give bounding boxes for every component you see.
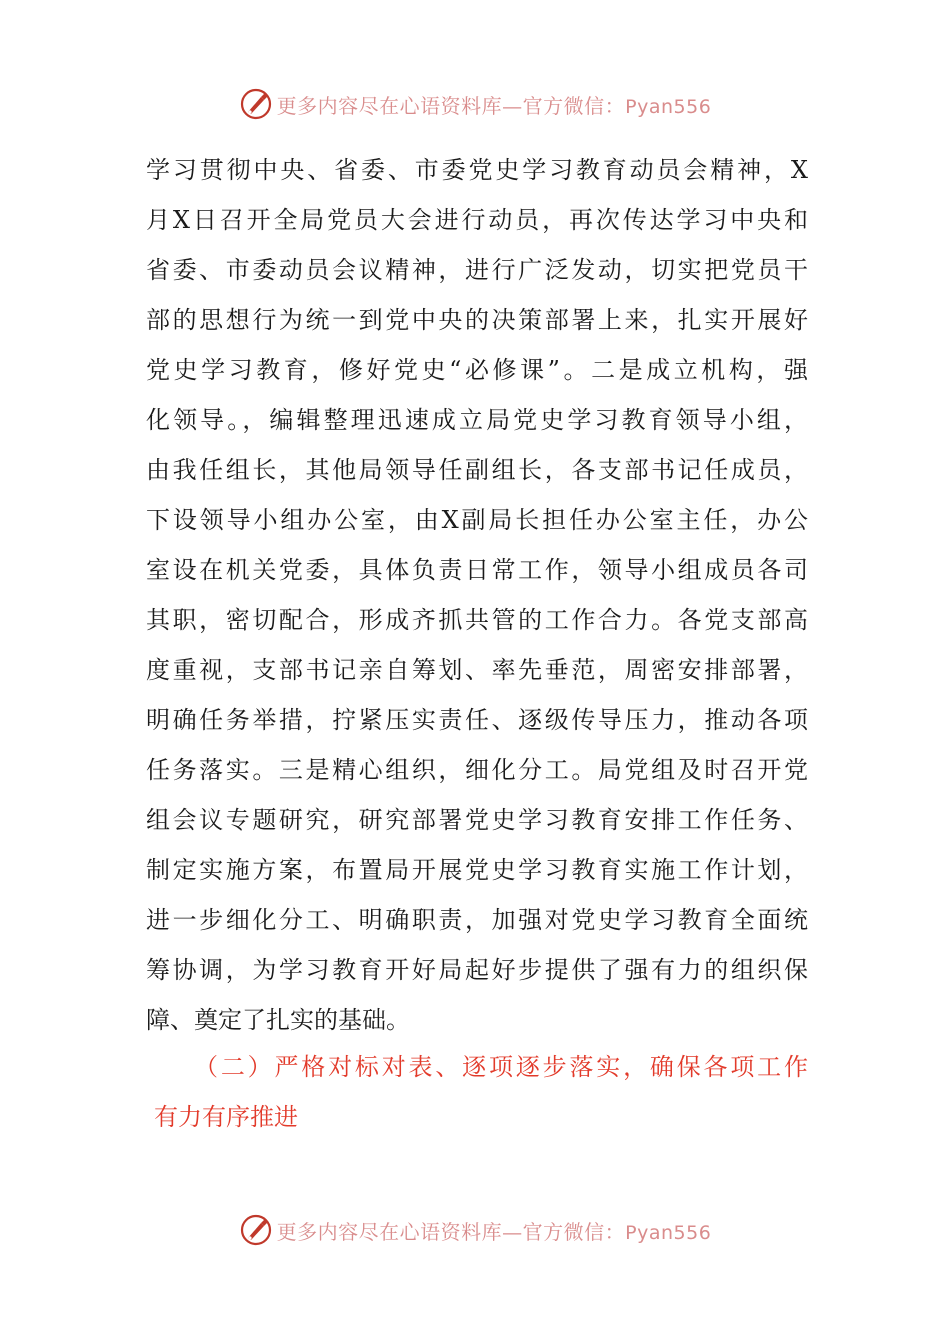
body-line: 月X日召开全局党员大会进行动员，再次传达学习中央和: [146, 206, 808, 234]
section-heading: [146, 1042, 808, 1142]
body-line: 室设在机关党委，具体负责日常工作，领导小组成员各司: [146, 556, 808, 584]
watermark-text: 更多内容尽在心语资料库—官方微信：Pyan556: [276, 1219, 712, 1244]
watermark-footer: [0, 1210, 950, 1250]
body-line: 组会议专题研究，研究部署党史学习教育安排工作任务、: [146, 806, 808, 834]
body-line: 度重视，支部书记亲自筹划、率先垂范，周密安排部署，: [146, 656, 808, 684]
body-line: 制定实施方案，布置局开展党史学习教育实施工作计划，: [146, 856, 808, 884]
pen-nib-circle-logo-icon: [239, 1213, 273, 1247]
wechat-id: Pyan556: [625, 1221, 712, 1244]
body-line: 其职，密切配合，形成齐抓共管的工作合力。各党支部高: [146, 606, 808, 634]
pen-nib-circle-logo-icon: [239, 87, 273, 121]
body-line: 任务落实。三是精心组织，细化分工。局党组及时召开党: [146, 756, 808, 784]
body-line: 学习贯彻中央、省委、市委党史学习教育动员会精神，X: [146, 156, 808, 184]
section-heading-line1: （二）严格对标对表、逐项逐步落实，确保各项工作: [194, 1053, 808, 1081]
section-heading-line2: 有力有序推进: [154, 1103, 298, 1131]
body-line: 进一步细化分工、明确职责，加强对党史学习教育全面统: [146, 906, 808, 934]
wechat-id: Pyan556: [625, 95, 712, 118]
body-line: 省委、市委动员会议精神，进行广泛发动，切实把党员干: [146, 256, 808, 284]
body-line: 下设领导小组办公室，由X副局长担任办公室主任，办公: [146, 506, 808, 534]
body-line: 筹协调，为学习教育开好局起好步提供了强有力的组织保: [146, 956, 808, 984]
body-line: 由我任组长，其他局领导任副组长，各支部书记任成员，: [146, 456, 808, 484]
body-line: 明确任务举措，拧紧压实责任、逐级传导压力，推动各项: [146, 706, 808, 734]
watermark-header: [0, 84, 950, 124]
body-paragraph: [146, 145, 808, 1045]
body-line: 障、奠定了扎实的基础。: [146, 1006, 410, 1034]
body-line: 化领导。，编辑整理迅速成立局党史学习教育领导小组，: [146, 406, 808, 434]
body-line: 党史学习教育，修好党史“必修课”。二是成立机构，强: [146, 356, 808, 384]
body-line: 部的思想行为统一到党中央的决策部署上来，扎实开展好: [146, 306, 808, 334]
watermark-text: 更多内容尽在心语资料库—官方微信：Pyan556: [276, 93, 712, 118]
